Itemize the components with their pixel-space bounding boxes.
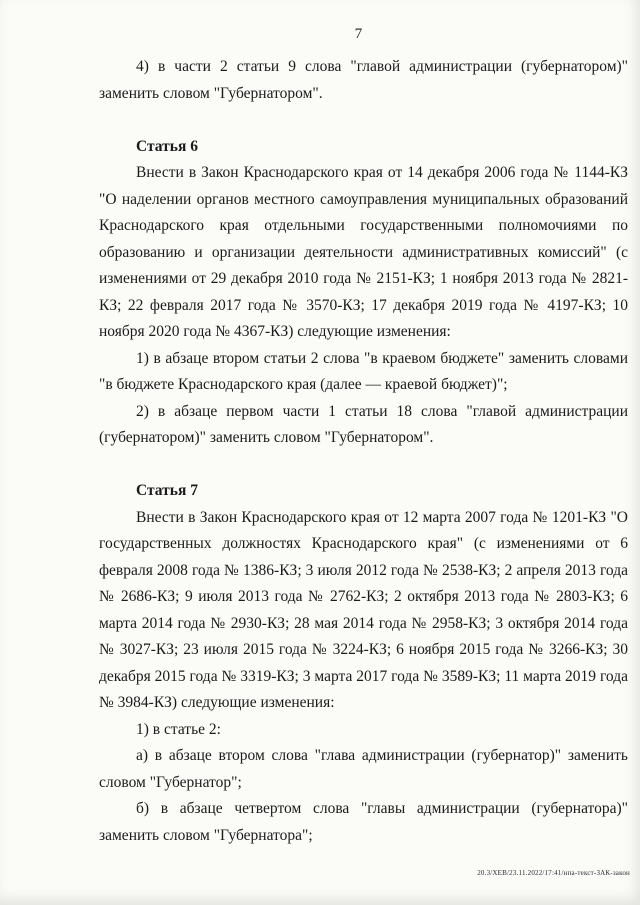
paragraph: 4) в части 2 статьи 9 слова "главой администрации (губернатором)" заменить словом "Губернатором".: [99, 58, 628, 102]
registration-stamp: 20.3/ХЕВ/23.11.2022/17:41/нпа-текст-ЗАК-закон: [477, 869, 630, 877]
document-body: [99, 54, 628, 849]
section-heading: Статья 6: [136, 137, 198, 155]
paragraph: а) в абзаце втором слова "глава администрации (губернатор)" заменить словом "Губернатор";: [99, 747, 628, 791]
paragraph: 2) в абзаце первом части 1 статьи 18 слова "главой администрации (губернатором)" заменить словом "Губернатором".: [99, 402, 628, 446]
paragraph: Внести в Закон Краснодарского края от 12 марта 2007 года № 1201-КЗ "О государственных должностях Краснодарского края" (с изменениями от 6 февраля 2008 года № 1386-КЗ; 3 июля 2012 года № 2538-КЗ; 2 апреля 2013 года № 2686-КЗ; 9 июля 2013 года № 2762-КЗ; 2 октября 2013 года № 2803-КЗ; 6 марта 2014 года № 2930-КЗ; 28 мая 2014 года № 2958-КЗ; 3 октября 2014 года № 3027-КЗ; 23 июля 2015 года № 3224-КЗ; 6 ноября 2015 года № 3266-КЗ; 30 декабря 2015 года № 3319-КЗ; 3 марта 2017 года № 3589-КЗ; 11 марта 2019 года № 3984-КЗ) следующие изменения:: [99, 508, 628, 711]
page-number: 7: [354, 26, 363, 42]
paragraph: 1) в абзаце втором статьи 2 слова "в краевом бюджете" заменить словами "в бюджете Краснодарского края (далее — краевой бюджет)";: [99, 349, 628, 393]
paragraph: Внести в Закон Краснодарского края от 14 декабря 2006 года № 1144-КЗ "О наделении органов местного самоуправления муниципальных образований Краснодарского края отдельными государственными полномочиями по образованию и организации деятельности административных комиссий" (с изменениями от 29 декабря 2010 года № 2151-КЗ; 1 ноября 2013 года № 2821-КЗ; 22 февраля 2017 года № 3570-КЗ; 17 декабря 2019 года № 4197-КЗ; 10 ноября 2020 года № 4367-КЗ) следующие изменения:: [99, 164, 628, 340]
paragraph: 1) в статье 2:: [136, 720, 221, 738]
section-heading: Статья 7: [136, 482, 198, 499]
paragraph: б) в абзаце четвертом слова "главы администрации (губернатора)" заменить словом "Губернатора";: [99, 800, 628, 844]
